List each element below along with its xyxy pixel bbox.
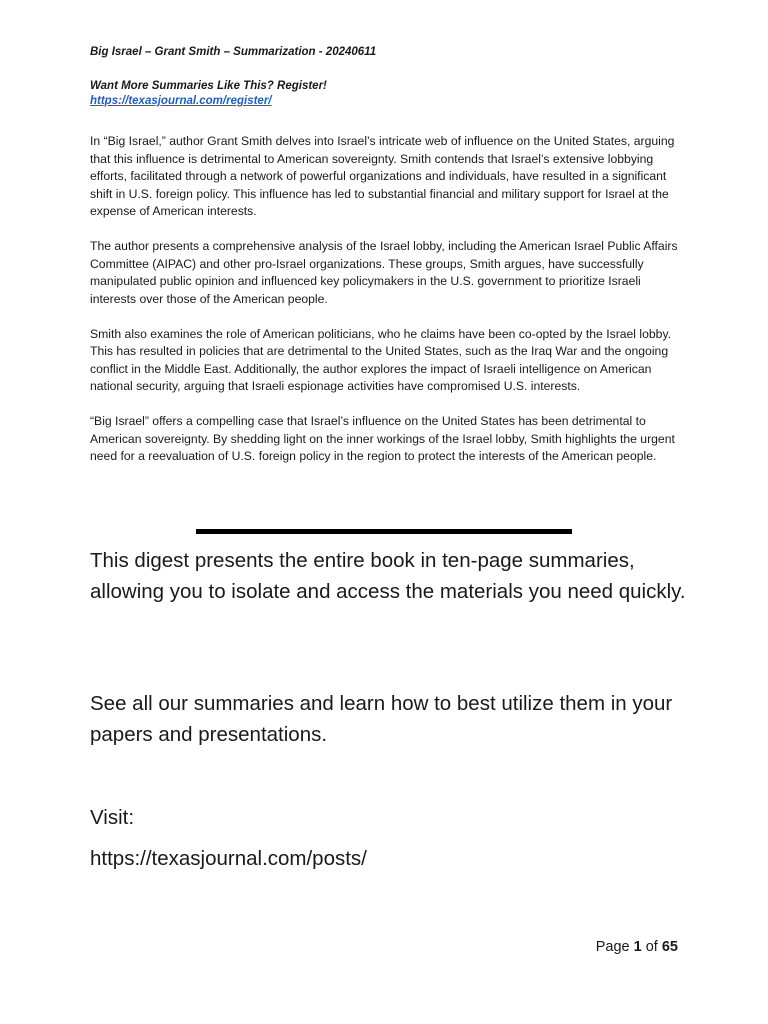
page-prefix: Page — [595, 939, 634, 955]
document-header: Big Israel – Grant Smith – Summarization - 20240611 — [90, 46, 377, 58]
digest-description — [90, 545, 710, 607]
digest-text: This digest presents the entire book in ten-page summaries, allowing you to isolate and access the materials you need quickly. — [90, 549, 686, 603]
visit-url: https://texasjournal.com/posts/ — [90, 847, 367, 870]
summary-paragraph: “Big Israel” offers a compelling case that Israel’s influence on the United States has been detrimental to American sovereignty. By shedding light on the inner workings of the Israel lobby, Smith highlights the urgent need for a reevaluation of U.S. foreign policy in the region to protect the interests of the American people. — [90, 414, 675, 463]
visit-label: Visit: — [90, 806, 135, 829]
page-of: of — [641, 939, 662, 955]
see-all-summaries-text: See all our summaries and learn how to best utilize them in your papers and presentations. — [90, 692, 673, 746]
section-divider — [196, 529, 572, 534]
summary-paragraph: The author presents a comprehensive analysis of the Israel lobby, including the American Israel Public Affairs Committee (AIPAC) and other pro-Israel organizations. These groups, Smith argues, have successfully manipulated public opinion and influenced key policymakers in the U.S. government to prioritize Israeli interests over those of the American people. — [90, 239, 678, 306]
page-current: 1 — [633, 939, 642, 955]
register-promo — [90, 79, 327, 109]
register-promo-text: Want More Summaries Like This? Register! — [90, 80, 327, 92]
page-total: 65 — [661, 939, 678, 955]
summary-paragraph: In “Big Israel,” author Grant Smith delves into Israel’s intricate web of influence on the United States, arguing that this influence is detrimental to American sovereignty. Smith contends that Israel’s extensive lobbying efforts, facilitated through a network of powerful organizations and individuals, have resulted in a significant shift in U.S. foreign policy. This influence has led to substantial financial and military support for Israel at the expense of American interests. — [90, 134, 675, 218]
page-number — [596, 939, 678, 955]
summary-body — [90, 133, 682, 483]
summary-paragraph: Smith also examines the role of American politicians, who he claims have been co-opted by the Israel lobby. This has resulted in policies that are detrimental to the United States, such as the Iraq War and the ongoing conflict in the Middle East. Additionally, the author explores the impact of Israeli intelligence on American national security, arguing that Israeli espionage activities have compromised U.S. interests. — [90, 326, 672, 393]
register-link[interactable]: https://texasjournal.com/register/ — [90, 95, 272, 107]
